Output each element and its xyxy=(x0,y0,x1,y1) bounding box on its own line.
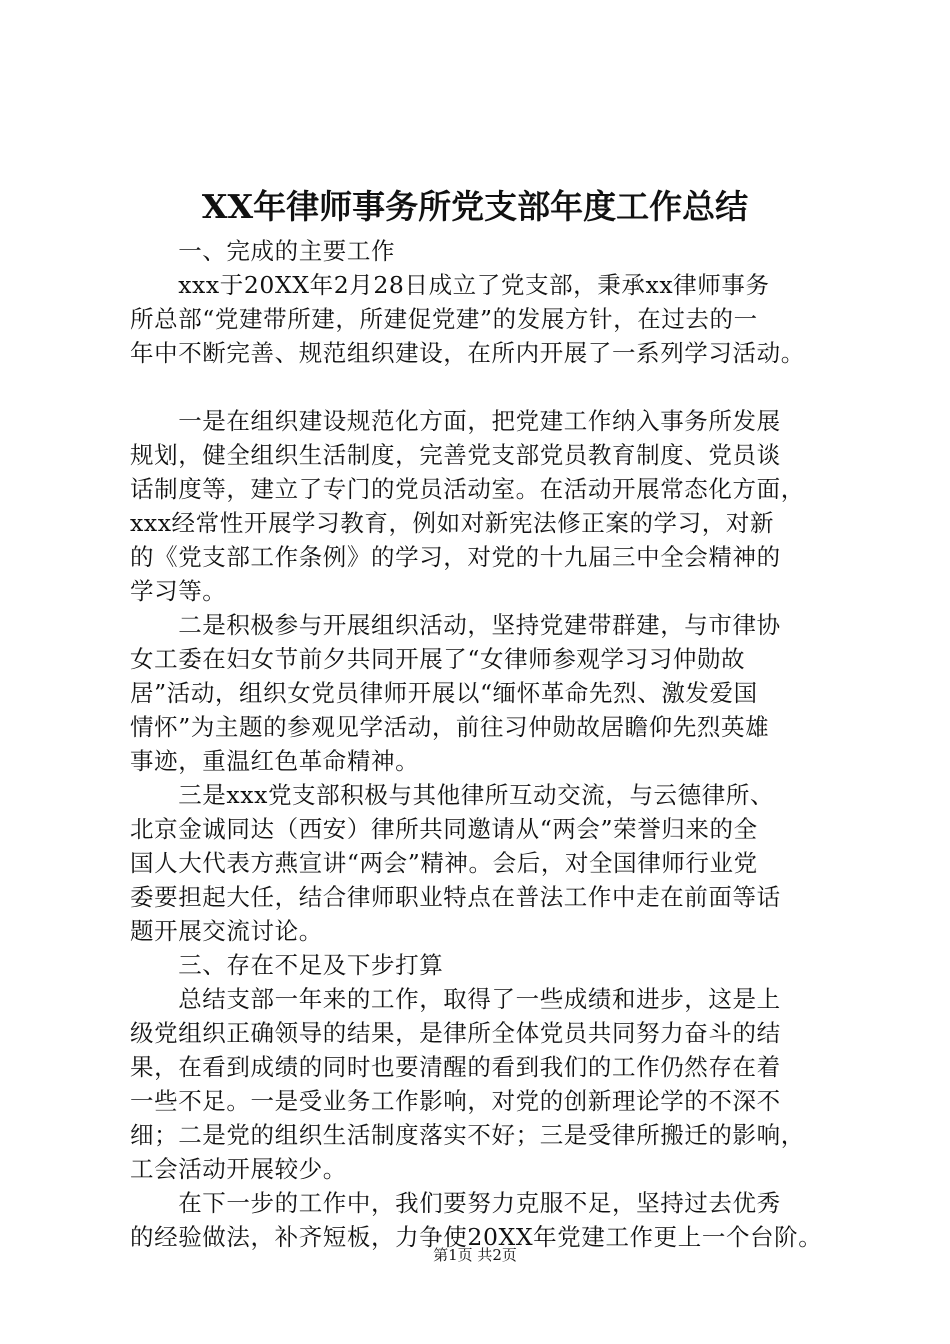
paragraph-line: 学习等。 xyxy=(130,577,227,605)
paragraph-line: 一是在组织建设规范化方面，把党建工作纳入事务所发展 xyxy=(130,407,781,435)
paragraph-line: 果，在看到成绩的同时也要清醒的看到我们的工作仍然存在着 xyxy=(130,1053,781,1081)
document-title: XX年律师事务所党支部年度工作总结 xyxy=(201,187,749,226)
paragraph-line: 委要担起大任，结合律师职业特点在普法工作中走在前面等话 xyxy=(130,883,781,911)
section-heading: 一、完成的主要工作 xyxy=(130,237,396,265)
paragraph-line: 总结支部一年来的工作，取得了一些成绩和进步，这是上 xyxy=(130,985,781,1013)
paragraph-line: 二是积极参与开展组织活动，坚持党建带群建，与市律协 xyxy=(130,611,781,639)
paragraph-line: 北京金诚同达（西安）律所共同邀请从“两会”荣誉归来的全 xyxy=(130,815,758,843)
paragraph-line: 细；二是党的组织生活制度落实不好；三是受律所搬迁的影响， xyxy=(130,1121,805,1149)
paragraph-line: 在下一步的工作中，我们要努力克服不足，坚持过去优秀 xyxy=(130,1189,781,1217)
paragraph-line: 国人大代表方燕宣讲“两会”精神。会后，对全国律师行业党 xyxy=(130,849,758,877)
paragraph-line: 的经验做法，补齐短板，力争使20XX年党建工作更上一个台阶。 xyxy=(130,1223,823,1251)
page-number-footer: 第1页 共2页 xyxy=(433,1246,517,1264)
paragraph-line: 工会活动开展较少。 xyxy=(130,1155,347,1183)
paragraph-gap xyxy=(130,370,850,404)
paragraph-line: xxx经常性开展学习教育，例如对新宪法修正案的学习，对新 xyxy=(130,509,775,537)
paragraph-line: 一些不足。一是受业务工作影响，对党的创新理论学的不深不 xyxy=(130,1087,781,1115)
paragraph-line: 级党组织正确领导的结果，是律所全体党员共同努力奋斗的结 xyxy=(130,1019,781,1047)
paragraph-line: 女工委在妇女节前夕共同开展了“女律师参观学习习仲勋故 xyxy=(130,645,746,673)
paragraph-line: 年中不断完善、规范组织建设，在所内开展了一系列学习活动。 xyxy=(130,339,805,367)
paragraph-line: 话制度等，建立了专门的党员活动室。在活动开展常态化方面， xyxy=(130,475,805,503)
paragraph-line: 题开展交流讨论。 xyxy=(130,917,323,945)
paragraph-line: 三是xxx党支部积极与其他律所互动交流，与云德律所、 xyxy=(130,781,775,809)
section-heading: 三、存在不足及下步打算 xyxy=(130,951,444,979)
paragraph-line: 规划，健全组织生活制度，完善党支部党员教育制度、党员谈 xyxy=(130,441,781,469)
document-body xyxy=(130,234,850,1254)
paragraph-line: 事迹，重温红色革命精神。 xyxy=(130,747,420,775)
paragraph-line: 所总部“党建带所建，所建促党建”的发展方针，在过去的一 xyxy=(130,305,758,333)
paragraph-line: 情怀”为主题的参观见学活动，前往习仲勋故居瞻仰先烈英雄 xyxy=(130,713,770,741)
paragraph-line: xxx于20XX年2月28日成立了党支部，秉承xx律师事务 xyxy=(130,271,770,299)
paragraph-line: 的《党支部工作条例》的学习，对党的十九届三中全会精神的 xyxy=(130,543,781,571)
paragraph-line: 居”活动，组织女党员律师开展以“缅怀革命先烈、激发爱国 xyxy=(130,679,758,707)
